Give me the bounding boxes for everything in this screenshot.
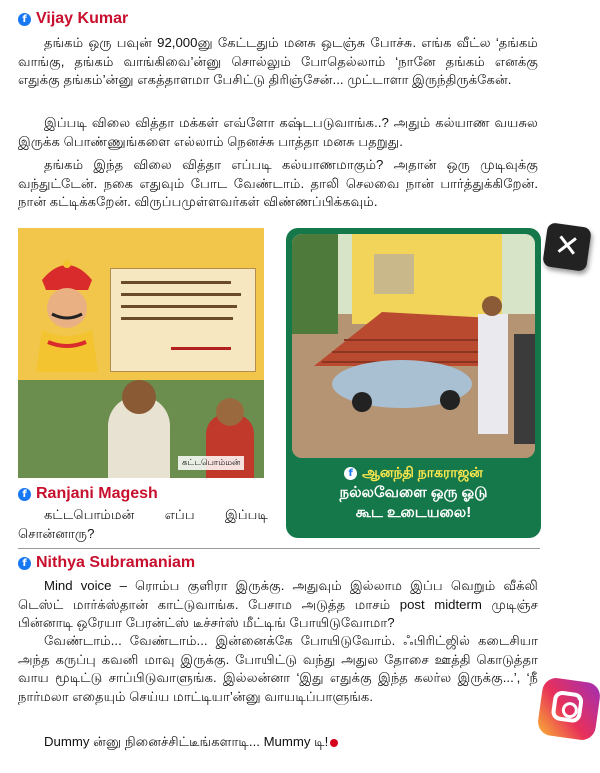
poster-text-line <box>121 293 241 296</box>
movie-scene <box>18 380 264 478</box>
caption-line: கூட உடையலை! <box>355 504 472 521</box>
post-author <box>18 554 195 572</box>
post-paragraph: கட்டபொம்மன் எப்ப இப்படி சொன்னாரு? <box>18 507 268 541</box>
facebook-icon: f <box>18 488 31 501</box>
section-divider <box>18 548 540 549</box>
post-author-name: Vijay Kumar <box>36 10 129 27</box>
post-paragraph: தங்கம் இந்த விலை வித்தா எப்படி கல்யாணமாகும்? அதான் ஒரு முடிவுக்கு வந்துட்டேன். நகை எதுவும் போட வேண்டாம். தாலி செலவை நான் பார்த்துக்கிறேன். நான் கட்டிக்கறேன். விருப்பமுள்ளவர்கள் விண்ணப்பிக்கவும். <box>18 157 538 209</box>
caption-line: நல்லவேளை ஒரு ஓடு <box>339 484 488 501</box>
facebook-icon: f <box>344 467 357 480</box>
meme-caption: கட்டபொம்மன் <box>178 456 244 470</box>
instagram-ring <box>550 690 584 724</box>
facebook-icon: f <box>18 13 31 26</box>
post-paragraph: Mind voice – ரொம்ப குளிரா இருக்கு. அதுவும் இல்லாம இப்ப வெறும் வீக்லி டெஸ்ட் மார்க்ஸ்தான் காட்டுவாங்க. பேசாம அடுத்த மாசம் post midterm முடிஞ்ச பின்னாடி ஒரேயா பேரன்ட்ஸ் டீச்சர்ஸ் மீட்டிங் போயிடுவோமா? <box>18 578 538 630</box>
photo-post-caption <box>286 464 541 523</box>
poster-text-line <box>121 305 237 308</box>
actress-head <box>216 398 244 426</box>
poster-text-line <box>121 317 233 320</box>
post-author-name: ஆனந்தி நாகராஜன் <box>362 464 483 480</box>
poster-text-line <box>121 281 231 284</box>
post-paragraph: Dummy ன்னு நினைச்சிட்டீங்களாடி... Mummy டி! <box>44 734 329 749</box>
post-last-line <box>18 733 478 752</box>
post-author-name: Ranjani Magesh <box>36 485 158 502</box>
post-author <box>286 464 541 483</box>
poster-signature <box>171 347 231 350</box>
photo-post-card <box>286 228 541 538</box>
instagram-icon <box>536 676 600 742</box>
post-paragraph: வேண்டாம்... வேண்டாம்... இன்னைக்கே போயிடுவோம். ஃபிரிட்ஜில் கடைசியா அந்த கருப்பு கவனி மாவு இருக்கு. போயிட்டு வந்து அதுல தோசை ஊத்தி கொடுத்தா வாய மூடிட்டு சாப்பிடுவாளுங்க. இல்லன்னா ‘இது எதுக்கு இந்த கலர்ல இருக்கு...’, ‘நீ நார்மலா எதையும் செய்ய மாட்டியா’ன்னு வாயடிப்பாளுங்க. <box>18 633 538 704</box>
x-logo-icon: ✕ <box>542 222 592 272</box>
kattabomman-illustration <box>28 250 106 372</box>
meme-image <box>18 228 264 478</box>
post-author-name: Nithya Subramaniam <box>36 554 196 571</box>
end-marker-dot <box>330 739 338 747</box>
post-paragraph: இப்படி விலை வித்தா மக்கள் எவ்ளோ கஷ்டபடுவாங்க..? அதும் கல்யாண வயசுல இருக்க பொண்ணுங்களை எல்லாம் நெனச்சு பாத்தா மனசு பதறுது. <box>18 115 538 149</box>
actor-head <box>122 380 156 414</box>
collapsed-roof-photo <box>292 234 535 458</box>
post-author <box>18 485 158 503</box>
post-author <box>18 10 128 28</box>
post-paragraph: தங்கம் ஒரு பவுன் 92,000னு கேட்டதும் மனசு ஒடஞ்சு போச்சு. எங்க வீட்ல ‘தங்கம் வாங்கு, தங்கம் வாங்கிவை’ன்னு சொல்லும் போதெல்லாம் ‘நானே தங்கம் எனக்கு எதுக்கு தங்கம்’ன்னு எகத்தாளமா பேசிட்டு திரிஞ்சேன்... முட்டாளா இருந்திருக்கேன். <box>18 35 538 87</box>
poster <box>110 268 256 372</box>
facebook-icon: f <box>18 557 31 570</box>
